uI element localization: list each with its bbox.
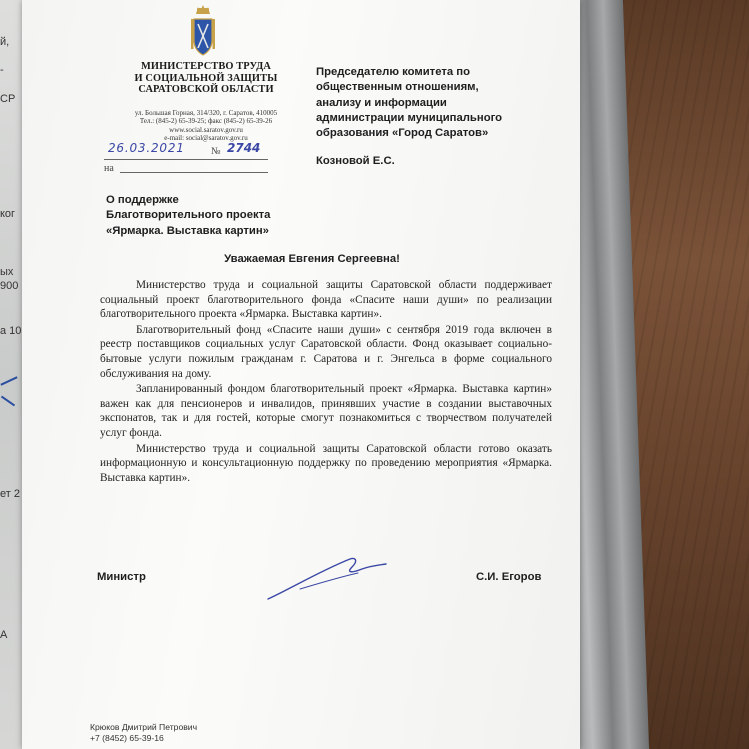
reference-label: на	[104, 163, 114, 174]
reference-line	[120, 172, 268, 173]
edge-fragment: -	[0, 64, 4, 76]
signer-position: Министр	[97, 571, 146, 583]
body-paragraph: Благотворительный фонд «Спасите наши души» с сентября 2019 года включен в реестр поставщиков социальных услуг Саратовской области. Фонд оказывает социально-бытовые услуги пожилым гражданам г. Саратова и г. Энгельса в форме социального обслуживания на дому.	[100, 323, 552, 380]
ministry-phone: Тел.: (845-2) 65-39-25; факс (845-2) 65-39-26	[139, 117, 273, 126]
salutation: Уважаемая Евгения Сергеевна!	[224, 253, 400, 265]
addressee-name: Козновой Е.С.	[316, 155, 395, 167]
subject-line: Благотворительного проекта	[106, 209, 271, 222]
letter-body	[100, 278, 552, 486]
edge-fragment: ых	[0, 266, 14, 278]
ministry-line: САРАТОВСКОЙ ОБЛАСТИ	[138, 84, 274, 95]
addressee-block	[316, 65, 536, 141]
edge-fragment: СР	[0, 93, 16, 105]
edge-fragment: 900	[0, 280, 19, 292]
addressee-line: анализу и информации	[316, 96, 447, 109]
ministry-name	[110, 61, 302, 96]
body-paragraph: Министерство труда и социальной защиты Саратовской области готово оказать информационную и консультационную поддержку по проведению мероприятия «Ярмарка. Выставка картин».	[100, 442, 552, 484]
addressee-line: общественным отношениям,	[316, 81, 479, 94]
ministry-line: И СОЦИАЛЬНОЙ ЗАЩИТЫ	[134, 72, 278, 84]
handwritten-signature	[260, 549, 390, 605]
subject-line: «Ярмарка. Выставка картин»	[106, 224, 269, 237]
addressee-line: Председателю комитета по	[316, 66, 471, 78]
subject-line: О поддержке	[106, 194, 179, 206]
body-paragraph: Министерство труда и социальной защиты Саратовской области поддерживает социальный проект благотворительного фонда «Спасите наши души» по реализации благотворительного проекта «Ярмарка. Выставка картин».	[100, 279, 552, 321]
coat-of-arms-icon	[186, 2, 220, 60]
addressee-line: образования «Город Саратов»	[316, 127, 489, 140]
number-label: №	[211, 146, 221, 157]
edge-fragment: ет 2	[0, 488, 20, 500]
handwritten-date: 26.03.2021	[108, 141, 185, 155]
edge-fragment: й,	[0, 36, 10, 48]
ministry-email: e-mail: social@saratov.gov.ru	[164, 134, 248, 143]
edge-fragment: а 10	[0, 325, 22, 337]
blue-mark	[1, 396, 15, 407]
executor-phone: +7 (8452) 65-39-16	[90, 732, 164, 743]
signer-name: С.И. Егоров	[476, 571, 542, 583]
edge-fragment: ког	[0, 208, 16, 220]
ministry-contacts	[130, 109, 282, 143]
executor-block	[90, 722, 197, 743]
handwritten-number: 2744	[227, 141, 261, 155]
subject-block	[106, 193, 326, 239]
body-paragraph: Запланированный фондом благотворительный проект «Ярмарка. Выставка картин» важен как для пенсионеров и инвалидов, принявших участие в создании выставочных экспонатов, так и для гостей, которые смогут познакомиться с творчеством получателей услуг фонда.	[100, 383, 552, 439]
ministry-website: www.social.saratov.gov.ru	[169, 125, 243, 134]
ministry-line: МИНИСТЕРСТВО ТРУДА	[141, 61, 271, 72]
blue-mark	[0, 376, 17, 385]
addressee-line: администрации муниципального	[316, 111, 503, 124]
ministry-address: ул. Большая Горная, 314/320, г. Саратов, 410005	[134, 109, 278, 117]
letter-sheet	[22, 0, 580, 749]
executor-name: Крюков Дмитрий Петрович	[90, 722, 198, 732]
edge-fragment: А	[0, 629, 8, 641]
